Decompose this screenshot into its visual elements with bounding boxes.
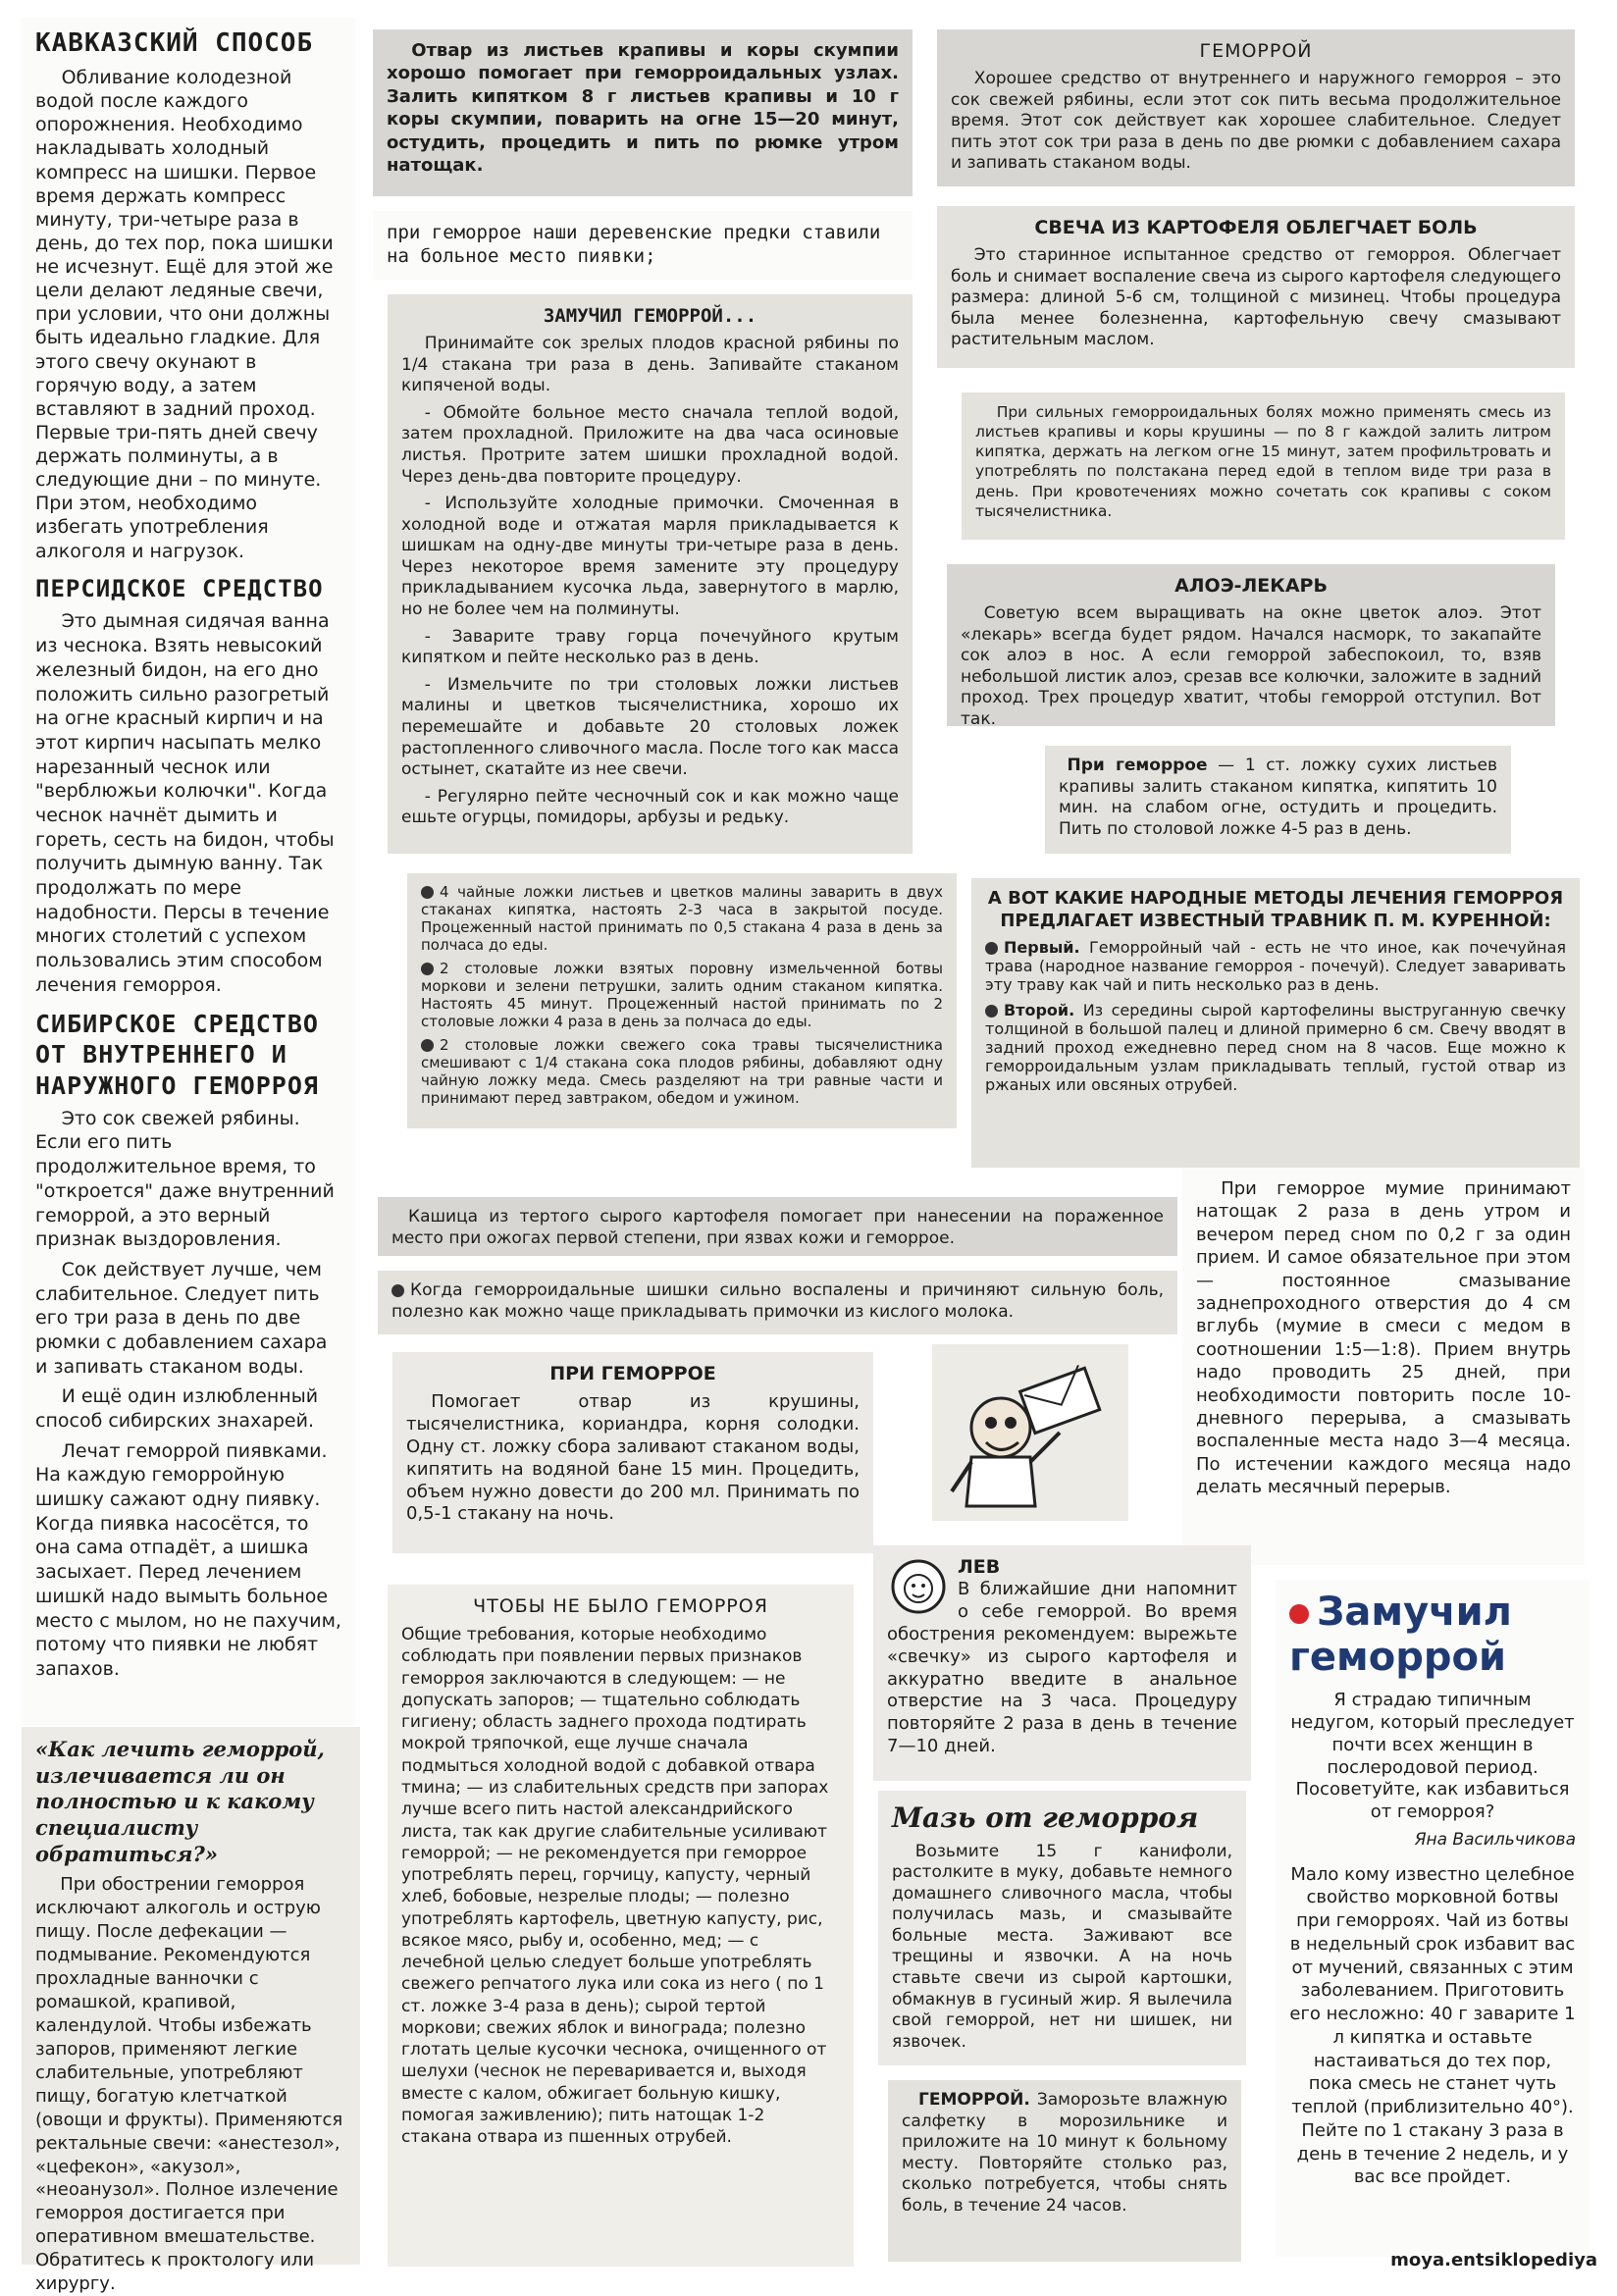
kurennoy-article (971, 878, 1580, 1168)
bullet-icon (421, 1039, 434, 1052)
svecha-text: Это старинное испытанное средство от геморроя. Облегчает боль и снимает воспаление свеча из сырого картофеля следующего размера: длиной 5-6 см, толщиной с мизинец. Чтобы процедура была менее болезненна, картофельную свечу смазывают растительным маслом. (951, 245, 1561, 350)
aloe-article (947, 564, 1555, 730)
malina-item-2-text: 2 столовые ложки взятых поровну измельченной ботвы моркови и зелени петрушки, залить одним стаканом кипятка. Настоять 45 минут. Процеженный настой принимать по 2 столовые ложки 4 раза в день за полчаса до еды. (421, 960, 943, 1030)
zamuchil-article (388, 294, 913, 854)
nettle-text: Отвар из листьев крапивы и коры скумпии хорошо помогает при геморроидальных узлах. Залить кипятком 8 г листьев крапивы и 10 г коры скумпии, поварить на огне 15—20 минут, остудить, процедить и пить по рюмке утром натощак. (387, 40, 899, 176)
zamoroz-lead: ГЕМОРРОЙ. (918, 2090, 1030, 2110)
kashitsa-note (378, 1197, 1177, 1256)
malina-item-1 (421, 883, 943, 954)
mumie-text: При геморрое мумие принимают натощак 2 раза в день утром и вечером перед сном по 0,2 г за один прием. И самое обязательное при этом — постоянное смазывание заднепроходного отверстия до 4 см вглубь (мумие в смеси с медом в соотношении 1:5—1:8). Прием внутрь надо проводить 25 дней, при необходимости повторить после 10-дневного перерыва, а смазывать воспаленные места надо 3—4 месяца. По истечении каждого месяца надо делать месячный перерыв. (1196, 1178, 1571, 1498)
krushina-article (962, 392, 1565, 540)
kurennoy-first (985, 938, 1566, 995)
persia-text: Это дымная сидячая ванна из чеснока. Взять невысокий железный бидон, на его дно положить сильно разогретый на огне красный кирпич и на этот кирпич насыпать мелко нарезанный чеснок или "верблюжьи колючки". Когда чеснок начнёт дымить и гореть, сесть на бидон, чтобы получить дымную ванну. Так продолжать по мере надобности. Персы в течение многих столетий с успехом пользовались этим способом лечения геморроя. (35, 610, 335, 996)
zamuchil-title: ЗАМУЧИЛ ГЕМОРРОЙ... (543, 305, 757, 327)
leeches-note (373, 211, 913, 280)
suhie-lead: При геморрое (1067, 756, 1208, 775)
malina-item-3-text: 2 столовые ложки свежего сока травы тысячелистника смешивают с 1/4 стакана сока плодов рябины, добавляют одну чайную ложку меда. Смесь разделяют на три равные части и принимают перед завтраком, обедом и ужином. (421, 1036, 943, 1107)
bullet-icon (985, 942, 998, 955)
pri-gemorroe-article (392, 1352, 873, 1553)
bullet-icon (421, 886, 434, 899)
malina-item-2 (421, 960, 943, 1030)
gemorroy-title: ГЕМОРРОЙ (1199, 40, 1313, 62)
kavkaz-title: КАВКАЗСКИЙ СПОСОБ (35, 28, 314, 58)
malina-article (407, 873, 957, 1128)
leeches-text: при геморрое наши деревенские предки ставили на больное место пиявки; (387, 222, 881, 268)
lev-title: ЛЕВ (958, 1556, 1001, 1578)
doctor-question: «Как лечить геморрой, излечивается ли он полностью и к какому специалисту обратиться?» (35, 1737, 325, 1866)
suhie-listya-article (1045, 746, 1511, 854)
bullet-icon (391, 1284, 404, 1297)
doctor-cartoon-image (932, 1344, 1128, 1521)
zamoroz-article (888, 2080, 1241, 2262)
lion-icon (887, 1555, 950, 1618)
zamuchil-item-5: - Регулярно пейте чесночный сок и как можно чаще ешьте огурцы, помидоры, арбузы и редьку. (401, 786, 899, 828)
maz-title: Мазь от геморроя (892, 1801, 1199, 1834)
nettle-article (373, 29, 913, 196)
zamuchil-intro: Принимайте сок зрелых плодов красной рябины по 1/4 стакана три раза в день. Запивайте стаканом кипяченой воды. (401, 334, 899, 396)
sibir-p1: Это сок свежей рябины. Если его пить продолжительное время, то "откроется" даже внутренний геморрой, а это верный признак выздоровления. (35, 1107, 335, 1251)
blue-answer: Мало кому известно целебное свойство морковной ботвы при геморроях. Чай из ботвы в недельный срок избавит вас от мучений, связанных с этим заболеванием. Приготовить его несложно: 40 г заварите 1 л кипятка и оставьте настаиваться до тех пор, пока смесь не станет чуть теплой (приблизительно 40°). Пейте по 1 стакану 3 раза в день в течение 2 недель, и у вас все пройдет. (1289, 1863, 1576, 2188)
zamoroz-text (902, 2090, 1227, 2217)
kurennoy-second-text: Из середины сырой картофелины выструганную свечку толщиной в большой палец и длиной примерно 6 см. Свечу вводят в задний проход ежедневно перед сном на 8 часов. Еще можно к геморроидальным узлам прикладывать теплый, густой отвар из ржаных или овсяных отрубей. (985, 1000, 1566, 1095)
sibir-title: СИБИРСКОЕ СРЕДСТВО ОТ ВНУТРЕННЕГО И НАРУЖНОГО ГЕМОРРОЯ (35, 1010, 319, 1100)
kurennoy-title: А ВОТ КАКИЕ НАРОДНЫЕ МЕТОДЫ ЛЕЧЕНИЯ ГЕМОРРОЯ ПРЕДЛАГАЕТ ИЗВЕСТНЫЙ ТРАВНИК П. М. КУРЕННОЙ: (987, 888, 1564, 931)
primochki-note (378, 1271, 1177, 1334)
primochki-text-content: Когда геморроидальные шишки сильно воспалены и причиняют сильную боль, полезно как можно чаще прикладывать примочки из кислого молока. (391, 1280, 1164, 1322)
zamoroz-body: Заморозьте влажную салфетку в морозильнике и приложите на 10 минут к больному месту. Повторяйте столько раз, сколько потребуется, чтобы снять боль, в течение 24 часов. (902, 2090, 1227, 2216)
krushina-text: При сильных геморроидальных болях можно применять смесь из листьев крапивы и коры крушины — по 8 г каждой залить литром кипятка, держать на легком огне 15 минут, затем профильтровать и употреблять по полстакана перед едой в теплом виде три раза в день. При кровотечениях можно сочетать сок крапивы с соком тысячелистника. (975, 403, 1551, 520)
footer-watermark: moya.entsiklopediya (1390, 2250, 1597, 2270)
zamuchil-item-4: - Измельчите по три столовых ложки листьев малины и цветков тысячелистника, хорошо их перемешайте и добавьте 20 столовых ложек растопленного сливочного масла. После того как масса остынет, скатайте из нее свечи. (401, 674, 899, 780)
gemorroy-text: Хорошее средство от внутреннего и наружного геморроя – это сок свежей рябины, если этот сок пить весьма продолжительное время. Этот сок действует как хорошее слабительное. Следует пить этот сок три раза в день по две рюмки с добавлением сахара и запивать стаканом воды. (951, 69, 1561, 174)
blue-question: Я страдаю типичным недугом, который преследует почти всех женщин в послеродовой период. Посоветуйте, как избавиться от геморроя? (1290, 1690, 1575, 1823)
kashitsa-text: Кашица из тертого сырого картофеля помогает при нанесении на пораженное место при ожогах первой степени, при язвах кожи и геморрое. (391, 1207, 1164, 1248)
suhie-listya-text (1059, 756, 1497, 840)
lev-text: В ближайшие дни напомнит о себе геморрой. Во время обострения рекомендуем: вырежьте «свечку» из сырого картофеля и аккуратно введите в анальное отверстие на 3 часа. Процедуру повторяйте 2 раза в день в течение 7—10 дней. (887, 1579, 1237, 1757)
kavkaz-text: Обливание колодезной водой после каждого опорожнения. Необходимо накладывать холодный компресс на шишки. Первое время держать компресс минуту, три-четыре раза в день, до тех пор, пока шишки не исчезнут. Ещё для этой же цели делают ледяные свечи, при условии, что они должны быть идеально гладкие. Для этого свечу окунают в горячую воду, а затем вставляют в задний проход. Первые три-пять дней свечу держать полминуты, а в следующие дни – по минуте. При этом, необходимо избегать употребления алкоголя и нагрузок. (35, 67, 334, 562)
sibir-p4: Лечат геморрой пиявками. На каждую геморройную шишку сажают одну пиявку. Когда пиявка насосётся, то она сама отпадёт, а шишка засыхает. Перед лечением шишкй надо вымыть больное место с мылом, но не пахучим, потому что пиявки не любят запахов. (35, 1439, 341, 1680)
blue-title (1289, 1590, 1576, 1680)
kurennoy-first-lead: Первый. (1004, 938, 1080, 957)
aloe-title: АЛОЭ-ЛЕКАРЬ (1174, 575, 1328, 597)
maz-article (878, 1791, 1246, 2065)
svecha-article (937, 206, 1575, 368)
persia-title: ПЕРСИДСКОЕ СРЕДСТВО (35, 575, 324, 602)
sibir-p3: И ещё один излюбленный способ сибирских знахарей. (35, 1385, 319, 1432)
zamuchil-item-2: - Используйте холодные примочки. Смоченная в холодной воде и отжатая марля прикладывается к шишкам на одну-две минуты три-четыре раза в день. Через некоторое время замените эту процедуру прикладыванием кусочка льда, завернутого в марлю, но не более чем на полминуты. (401, 494, 899, 620)
zamuchil-item-1: - Обмойте больное место сначала теплой водой, затем прохладной. Приложите на два часа осиновые листья. Протрите затем шишки прохладной водой. Через день-два повторите процедуру. (401, 402, 899, 487)
bullet-icon (421, 963, 434, 975)
chtoby-article (388, 1585, 854, 2267)
maz-text: Возьмите 15 г канифоли, растолките в муку, добавьте немного домашнего сливочного масла, чтобы получилась мазь, и смазывайте больные места. Заживают все трещины и язвочки. А на ночь ставьте свечи из сырой картошки, обмакнув в гусиный жир. Я вылечила свой геморрой, нет ни шишек, ни язвочек. (892, 1841, 1232, 2052)
malina-item-3 (421, 1036, 943, 1107)
kurennoy-second-lead: Второй. (1004, 1000, 1075, 1019)
primochki-text (391, 1280, 1164, 1323)
kurennoy-second (985, 1001, 1566, 1095)
sibir-article (22, 999, 355, 1725)
doctor-answer: При обострении геморроя исключают алкоголь и острую пищу. После дефекации — подмывание. Рекомендуются прохладные ванночки с ромашкой, крапивой, календулой. Чтобы избежать запоров, применяют легкие слабительные, употребляют пищу, богатую клетчаткой (овощи и фрукты). Применяются ректальные свечи: «анестезол», «цефекон», «акузол», «неоанузол». Полное излечение геморроя достигается при оперативном вмешательстве. Обратитесь к проктологу или хирургу. (35, 1874, 343, 2295)
aloe-text: Советую всем выращивать на окне цветок алоэ. Этот «лекарь» всегда будет рядом. Начался насморк, то закапайте сок алоэ в нос. А если геморрой забеспокоил, то, взяв небольшой листик алоэ, срезав все колючки, заложите в задний проход. Трех процедур хватит, чтобы геморрой отступил. Вот так. (961, 603, 1541, 730)
doctor-answer-article (22, 1727, 360, 2295)
chtoby-title: ЧТОБЫ НЕ БЫЛО ГЕМОРРОЯ (473, 1595, 768, 1617)
pri-gemorroe-title: ПРИ ГЕМОРРОЕ (549, 1363, 716, 1384)
chtoby-text: Общие требования, которые необходимо соблюдать при появлении первых признаков геморроя заключаются в следующем: — не допускать запоров; — тщательно соблюдать гигиену; область заднего прохода подтирать мокрой тряпочкой, еще лучше сначала подмыться холодной водой с добавкой отвара тмина; — из слабительных средств при запорах лучше всего пить настой александрийского листа, так как другие слабительные усиливают геморрой; — не рекомендуется при геморрое употреблять перец, горчицу, капусту, черный хлеб, бобовые, незрелые плоды; — полезно употреблять картофель, цветную капусту, рис, всякое мясо, рыбу и, особенно, мед; — с лечебной целью следует больше употреблять свежего репчатого лука или сока из него ( по 1 ст. ложке 3-4 раза в день); сырой тертой моркови; свежих яблок и винограда; полезно глотать целые кусочки чеснока, очищенного от шелухи (чеснок не переваривается и, выходя вместе с калом, обжигает больную кишку, помогая заживлению); пить натощак 1-2 стакана отвара из пшенных отрубей. (401, 1625, 829, 2148)
zamuchil-item-3: - Заварите траву горца почечуйного крутым кипятком и пейте несколько раз в день. (401, 626, 899, 668)
kavkaz-article (22, 18, 355, 572)
lev-horoscope (873, 1545, 1251, 1781)
mumie-article (1182, 1168, 1585, 1565)
blue-author: Яна Васильчикова (1414, 1830, 1576, 1851)
svecha-title: СВЕЧА ИЗ КАРТОФЕЛЯ ОБЛЕГЧАЕТ БОЛЬ (1034, 217, 1478, 238)
suhie-body: — 1 ст. ложку сухих листьев крапивы залить стаканом кипятка, кипятить 10 мин. на слабом огне, остудить и процедить. Пить по столовой ложке 4-5 раз в день. (1059, 756, 1498, 839)
sibir-p2: Сок действует лучше, чем слабительное. Следует пить его три раза в день по две рюмки с добавлением сахара и запивать стаканом воды. (35, 1258, 328, 1378)
bullet-icon (985, 1005, 998, 1018)
blue-article (1276, 1580, 1590, 2257)
gemorroy-article (937, 29, 1575, 186)
kurennoy-first-text: Геморройный чай - есть не что иное, как почечуйная трава (народное название геморроя - почечуй). Следует заваривать эту траву как чай и пить несколько раз в день. (985, 938, 1567, 995)
persia-article (22, 564, 355, 1006)
malina-item-1-text: 4 чайные ложки листьев и цветков малины заварить в двух стаканах кипятка, настоять 2-3 часа в закрытой посуде. Процеженный настой принимать по 0,5 стакана 4 раза в день за полчаса до еды. (421, 883, 943, 954)
pri-gemorroe-text: Помогает отвар из крушины, тысячелистника, кориандра, корня солодки. Одну ст. ложку сбора заливают стаканом воды, кипятить на водяной бане 15 мин. Процедить, объем нужно довести до 200 мл. Принимать по 0,5-1 стакану на ночь. (406, 1391, 860, 1525)
blue-title-text: Замучил геморрой (1289, 1590, 1512, 1680)
red-bullet-icon (1289, 1604, 1309, 1624)
